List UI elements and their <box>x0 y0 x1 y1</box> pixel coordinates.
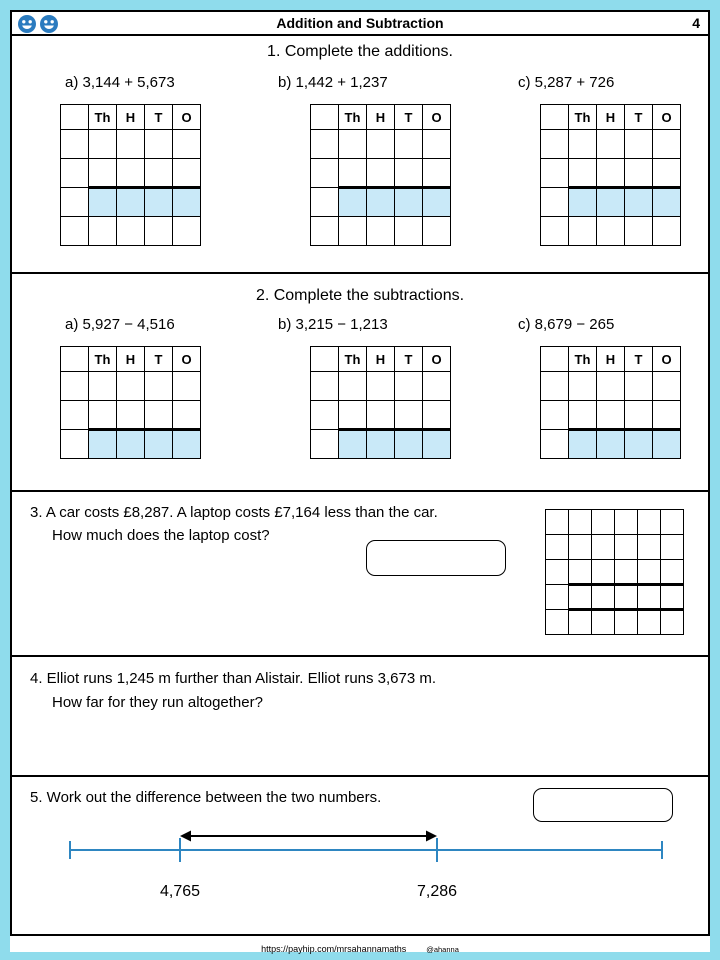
grid-cell[interactable] <box>592 510 615 535</box>
grid-cell[interactable] <box>61 430 89 459</box>
grid-cell[interactable] <box>89 372 117 401</box>
numberline-right-label: 7,286 <box>416 883 458 900</box>
grid-header-cell: H <box>367 347 395 372</box>
grid-cell[interactable] <box>638 510 661 535</box>
grid-cell[interactable] <box>615 585 638 610</box>
arrow-head-right <box>426 831 437 842</box>
grid-header-cell: T <box>625 347 653 372</box>
grid-cell[interactable] <box>569 159 597 188</box>
grid-cell[interactable] <box>569 217 597 246</box>
number-line <box>12 824 708 919</box>
section2-heading: 2. Complete the subtractions. <box>255 287 465 304</box>
grid-cell[interactable] <box>592 535 615 560</box>
grid-cell[interactable] <box>625 430 653 459</box>
grid-header-cell: H <box>367 105 395 130</box>
grid-header-cell: T <box>145 105 173 130</box>
grid-cell[interactable] <box>597 159 625 188</box>
grid-cell[interactable] <box>311 217 339 246</box>
grid-cell[interactable] <box>145 130 173 159</box>
addition-grid-c[interactable] <box>540 104 681 246</box>
problem-1c-label: c) 5,287 + 726 <box>518 74 615 91</box>
grid-cell[interactable] <box>339 130 367 159</box>
grid-cell[interactable] <box>117 130 145 159</box>
grid-cell[interactable] <box>117 217 145 246</box>
grid-cell[interactable] <box>395 188 423 217</box>
grid-cell[interactable] <box>615 535 638 560</box>
grid-header-cell: T <box>625 105 653 130</box>
grid-cell[interactable] <box>423 188 451 217</box>
grid-cell[interactable] <box>569 372 597 401</box>
grid-cell[interactable] <box>592 560 615 585</box>
grid-cell[interactable] <box>597 372 625 401</box>
grid-cell[interactable] <box>638 560 661 585</box>
grid-cell[interactable] <box>653 430 681 459</box>
grid-cell[interactable] <box>541 188 569 217</box>
grid-cell[interactable] <box>117 430 145 459</box>
grid-cell[interactable] <box>638 535 661 560</box>
grid-cell[interactable] <box>569 510 592 535</box>
grid-header-cell: H <box>597 347 625 372</box>
grid-cell[interactable] <box>145 188 173 217</box>
grid-cell[interactable] <box>339 159 367 188</box>
question3-answer-box[interactable] <box>366 540 506 576</box>
grid-cell[interactable] <box>173 401 201 430</box>
question3-line1: 3. A car costs £8,287. A laptop costs £7,164 less than the car. <box>30 504 438 521</box>
grid-cell[interactable] <box>615 610 638 635</box>
grid-cell[interactable] <box>61 401 89 430</box>
footer-url: https://payhip.com/mrsahannamaths <box>261 944 407 954</box>
grid-cell[interactable] <box>311 188 339 217</box>
page <box>10 10 710 952</box>
grid-cell[interactable] <box>546 535 569 560</box>
footer <box>10 939 710 957</box>
grid-cell[interactable] <box>367 188 395 217</box>
grid-cell[interactable] <box>117 159 145 188</box>
grid-cell[interactable] <box>173 430 201 459</box>
grid-cell[interactable] <box>423 401 451 430</box>
grid-cell[interactable] <box>61 130 89 159</box>
grid-cell[interactable] <box>89 188 117 217</box>
question5-answer-box[interactable] <box>533 788 673 822</box>
grid-cell[interactable] <box>569 535 592 560</box>
grid-cell[interactable] <box>423 130 451 159</box>
grid-cell[interactable] <box>89 217 117 246</box>
grid-cell[interactable] <box>395 130 423 159</box>
grid-cell[interactable] <box>173 130 201 159</box>
grid-cell[interactable] <box>367 372 395 401</box>
grid-cell[interactable] <box>592 610 615 635</box>
grid-header-cell: O <box>653 105 681 130</box>
grid-cell[interactable] <box>173 188 201 217</box>
grid-cell[interactable] <box>339 188 367 217</box>
grid-cell[interactable] <box>395 430 423 459</box>
grid-cell[interactable] <box>546 510 569 535</box>
grid-cell[interactable] <box>569 188 597 217</box>
grid-cell[interactable] <box>541 217 569 246</box>
grid-cell[interactable] <box>661 610 684 635</box>
grid-cell[interactable] <box>367 430 395 459</box>
question5-heading: 5. Work out the difference between the two numbers. <box>30 789 382 806</box>
grid-cell[interactable] <box>661 585 684 610</box>
grid-cell[interactable] <box>339 430 367 459</box>
addition-grid-b[interactable] <box>310 104 451 246</box>
grid-cell[interactable] <box>661 535 684 560</box>
section-divider <box>12 655 708 657</box>
grid-header-cell: T <box>145 347 173 372</box>
grid-cell[interactable] <box>597 217 625 246</box>
grid-cell[interactable] <box>311 430 339 459</box>
grid-cell[interactable] <box>625 372 653 401</box>
grid-cell[interactable] <box>569 401 597 430</box>
grid-header-cell: Th <box>569 105 597 130</box>
grid-cell[interactable] <box>661 560 684 585</box>
grid-header-cell: O <box>173 105 201 130</box>
content-frame <box>10 10 710 936</box>
grid-cell[interactable] <box>173 217 201 246</box>
question4-line2: How far for they run altogether? <box>52 694 263 711</box>
footer-handle: @ahanna <box>426 945 459 954</box>
grid-cell[interactable] <box>625 188 653 217</box>
grid-header-cell: H <box>117 105 145 130</box>
grid-cell[interactable] <box>541 430 569 459</box>
grid-cell[interactable] <box>145 430 173 459</box>
grid-cell[interactable] <box>423 372 451 401</box>
grid-cell[interactable] <box>367 217 395 246</box>
grid-cell[interactable] <box>367 401 395 430</box>
grid-cell[interactable] <box>569 560 592 585</box>
grid-cell[interactable] <box>653 372 681 401</box>
grid-cell[interactable] <box>653 188 681 217</box>
subtraction-grid-c[interactable] <box>540 346 681 459</box>
grid-cell[interactable] <box>661 510 684 535</box>
section-divider <box>12 490 708 492</box>
grid-cell[interactable] <box>653 130 681 159</box>
grid-cell[interactable] <box>546 560 569 585</box>
grid-header-cell <box>61 105 89 130</box>
grid-cell[interactable] <box>541 130 569 159</box>
grid-cell[interactable] <box>367 130 395 159</box>
grid-cell[interactable] <box>311 372 339 401</box>
grid-cell[interactable] <box>541 159 569 188</box>
grid-cell[interactable] <box>145 217 173 246</box>
grid-cell[interactable] <box>395 159 423 188</box>
grid-cell[interactable] <box>541 372 569 401</box>
grid-header-cell <box>61 347 89 372</box>
question3-line2: How much does the laptop cost? <box>52 527 270 544</box>
question4-line1: 4. Elliot runs 1,245 m further than Alistair. Elliot runs 3,673 m. <box>30 670 437 687</box>
section-divider <box>12 775 708 777</box>
arrow-head-left <box>180 831 191 842</box>
grid-cell[interactable] <box>311 130 339 159</box>
grid-cell[interactable] <box>117 188 145 217</box>
grid-cell[interactable] <box>625 401 653 430</box>
grid-cell[interactable] <box>311 401 339 430</box>
grid-cell[interactable] <box>61 188 89 217</box>
grid-cell[interactable] <box>638 610 661 635</box>
grid-cell[interactable] <box>339 372 367 401</box>
grid-header-cell <box>541 105 569 130</box>
grid-cell[interactable] <box>546 585 569 610</box>
grid-cell[interactable] <box>625 217 653 246</box>
grid-header-cell: O <box>423 347 451 372</box>
grid-cell[interactable] <box>597 430 625 459</box>
header-bar <box>12 12 708 36</box>
grid-cell[interactable] <box>117 401 145 430</box>
grid-header-cell: H <box>597 105 625 130</box>
page-number: 4 <box>692 15 700 31</box>
grid-cell[interactable] <box>395 401 423 430</box>
grid-cell[interactable] <box>89 401 117 430</box>
grid-header-cell: Th <box>339 347 367 372</box>
grid-header-cell <box>541 347 569 372</box>
grid-cell[interactable] <box>569 430 597 459</box>
grid-header-cell: O <box>653 347 681 372</box>
grid-cell[interactable] <box>61 159 89 188</box>
grid-header-cell: Th <box>569 347 597 372</box>
grid-cell[interactable] <box>597 401 625 430</box>
problem-1b-label: b) 1,442 + 1,237 <box>278 74 388 91</box>
grid-cell[interactable] <box>145 159 173 188</box>
grid-cell[interactable] <box>638 585 661 610</box>
grid-cell[interactable] <box>339 217 367 246</box>
problem-2b-label: b) 3,215 − 1,213 <box>278 316 388 333</box>
grid-header-cell: T <box>395 105 423 130</box>
grid-header-cell: Th <box>89 347 117 372</box>
grid-cell[interactable] <box>653 159 681 188</box>
grid-cell[interactable] <box>569 610 592 635</box>
grid-cell[interactable] <box>173 159 201 188</box>
grid-cell[interactable] <box>61 372 89 401</box>
grid-cell[interactable] <box>615 510 638 535</box>
grid-header-cell <box>311 347 339 372</box>
grid-cell[interactable] <box>569 585 592 610</box>
problem-2a-label: a) 5,927 − 4,516 <box>65 316 175 333</box>
grid-cell[interactable] <box>597 188 625 217</box>
numberline-left-label: 4,765 <box>159 883 201 900</box>
worksheet-title: Addition and Subtraction <box>276 15 444 31</box>
grid-cell[interactable] <box>89 430 117 459</box>
grid-cell[interactable] <box>89 130 117 159</box>
grid-cell[interactable] <box>569 130 597 159</box>
problem-1a-label: a) 3,144 + 5,673 <box>65 74 175 91</box>
grid-cell[interactable] <box>615 560 638 585</box>
grid-cell[interactable] <box>89 159 117 188</box>
section-divider <box>12 272 708 274</box>
grid-cell[interactable] <box>423 159 451 188</box>
grid-header-cell: O <box>173 347 201 372</box>
working-grid[interactable] <box>545 509 684 635</box>
grid-cell[interactable] <box>625 159 653 188</box>
section1-heading: 1. Complete the additions. <box>267 43 453 60</box>
subtraction-grid-b[interactable] <box>310 346 451 459</box>
grid-header-cell: O <box>423 105 451 130</box>
grid-cell[interactable] <box>173 372 201 401</box>
grid-cell[interactable] <box>423 430 451 459</box>
grid-cell[interactable] <box>61 217 89 246</box>
grid-header-cell: T <box>395 347 423 372</box>
grid-header-cell: Th <box>89 105 117 130</box>
grid-cell[interactable] <box>395 217 423 246</box>
grid-cell[interactable] <box>541 401 569 430</box>
grid-cell[interactable] <box>423 217 451 246</box>
grid-cell[interactable] <box>592 585 615 610</box>
grid-cell[interactable] <box>145 401 173 430</box>
grid-cell[interactable] <box>653 401 681 430</box>
grid-header-cell: Th <box>339 105 367 130</box>
grid-cell[interactable] <box>339 401 367 430</box>
problem-2c-label: c) 8,679 − 265 <box>518 316 615 333</box>
grid-header-cell: H <box>117 347 145 372</box>
grid-cell[interactable] <box>546 610 569 635</box>
grid-cell[interactable] <box>395 372 423 401</box>
grid-cell[interactable] <box>625 130 653 159</box>
grid-cell[interactable] <box>117 372 145 401</box>
grid-cell[interactable] <box>145 372 173 401</box>
grid-cell[interactable] <box>311 159 339 188</box>
subtraction-grid-a[interactable] <box>60 346 201 459</box>
grid-header-cell <box>311 105 339 130</box>
grid-cell[interactable] <box>367 159 395 188</box>
grid-cell[interactable] <box>597 130 625 159</box>
addition-grid-a[interactable] <box>60 104 201 246</box>
grid-cell[interactable] <box>653 217 681 246</box>
